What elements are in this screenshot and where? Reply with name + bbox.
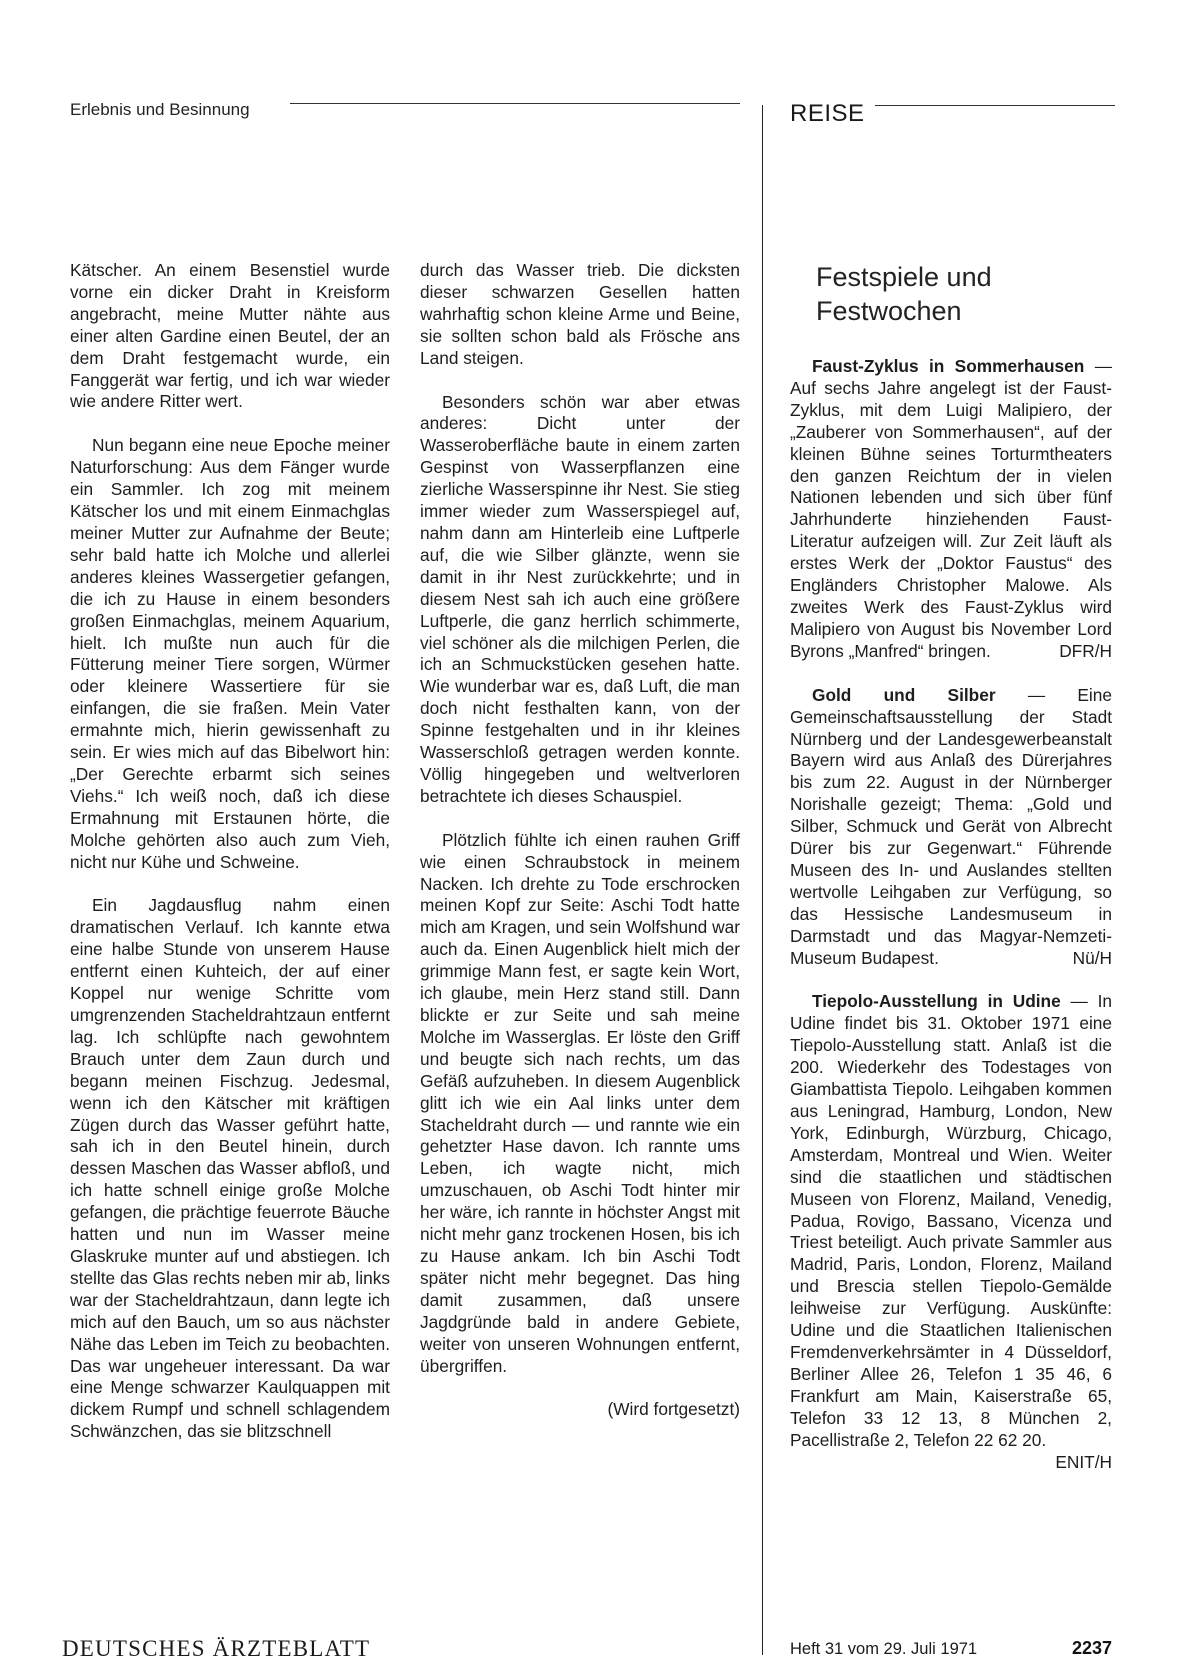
paragraph: Ein Jagdausflug nahm einen dramatischen Verlauf. Ich kannte etwa eine halbe Stunde von unserem Hause entfernt einen Kuhteich, der auf einer Koppel nur wenige Schritte vom umgrenzenden Stacheldrahtzaun entfernt lag. Ich schlüpfte nach gewohntem Brauch unter dem Zaun durch und begann meinen Fischzug. Jedesmal, wenn ich den Kätscher mit kräftigen Zügen durch das Wasser geführt hatte, sah ich in den Beutel hinein, durch dessen Maschen das Wasser abfloß, und ich hatte schnell einige große Molche gefangen, die prächtige feuerrote Bäuche hatten und nun im Wasser meine Glaskruke munter auf und abstiegen. Ich stellte das Glas rechts neben mir ab, links war der Stacheldrahtzaun, dann legte ich mich auf den Bauch, um so aus nächster Nähe das Leben im Teich zu beobachten. Das war ungeheuer interessant. Da war eine Menge schwarzer Kaulquappen mit dickem Rumpf und schnell schlagendem Schwänzchen, das sie blitzschnell — [70, 895, 390, 1442]
paragraph: Plötzlich fühlte ich einen rauhen Griff wie einen Schraubstock in meinem Nacken. Ich drehte zu Tode erschrocken meinen Kopf zur Seite: Aschi Todt hatte mich am Kragen, und sein Wolfshund war auch da. Einen Augenblick hielt mich der grimmige Mann fest, er sagte kein Wort, ich glaube, mein Herz stand still. Dann blickte er zur Seite und sah meine Molche im Wasserglas. Er löste den Griff und beugte sich nach rechts, um das Gefäß aufzuheben. In diesem Augenblick glitt ich wie ein Aal links unter dem Stacheldraht durch — und rannte wie ein gehetzter Hase davon. Ich rannte ums Leben, ich wagte nicht, mich umzuschauen, ob Aschi Todt hinter mir her wäre, ich rannte in höchster Angst mit nicht mehr ganz trockenen Hosen, bis ich zu Hause ankam. Ich bin Aschi Todt später nicht mehr begegnet. Das hing damit zusammen, daß unsere Jagdgründe bald in andere Gebiete, weiter von unseren Wohnungen entfernt, übergriffen. — [420, 829, 740, 1376]
news-item-text: — Auf sechs Jahre angelegt ist der Faust-Zyklus, mit dem Luigi Malipiero, der „Zauberer von Sommerhausen“, auf der kleinen Bühne seines Torturmtheaters den ganzen Reichtum der in vielen Nationen lebenden und sich über fünf Jahrhunderte hinziehenden Faust-Literatur aufzeigen will. Zur Zeit läuft als erstes Werk der „Doktor Faustus“ des Engländers Christopher Malowe. Als zweites Werk des Faust-Zyklus wird Malipiero von August bis November Lord Byrons „Manfred“ bringen. — [790, 356, 1112, 661]
page-number: 2237 — [1072, 1638, 1113, 1658]
news-item-text: — In Udine findet bis 31. Oktober 1971 eine Tiepolo-Ausstellung statt. Anlaß ist die 200. Wiederkehr des Todestages von Giambattista Tiepolo. Leihgaben kommen aus Leningrad, Hamburg, London, New York, Edinburgh, Würzburg, Chicago, Amsterdam, Montreal und Wien. Weiter sind die staatlichen und städtischen Museen von Florenz, Mailand, Venedig, Padua, Rovigo, Bassano, Vicenza und Triest beteiligt. Auch private Sammler aus Madrid, Paris, London, Florenz, Mailand und Brescia stellen Tiepolo-Gemälde leihweise zur Verfügung. Auskünfte: Udine und die Staatlichen Italienischen Fremdenverkehrsämter in 4 Düsseldorf, Berliner Allee 26, Telefon 1 35 46, 6 Frankfurt am Main, Kaiserstraße 65, Telefon 33 12 13, 8 München 2, Pacellistraße 2, Telefon 22 62 20. — [790, 991, 1112, 1450]
journal-name: DEUTSCHES ÄRZTEBLATT — [62, 1636, 371, 1661]
news-item-rubric: Tiepolo-Ausstellung in Udine — [812, 991, 1061, 1012]
continued-note: (Wird fortgesetzt) — [607, 1399, 740, 1420]
news-item-source: ENIT/H — [1055, 1451, 1112, 1472]
travel-column — [790, 260, 1112, 1474]
paragraph: durch das Wasser trieb. Die dicksten dieser schwarzen Gesellen hatten wahrhaftig schon kleine Arme und Beine, sie sollten schon bald als Frösche ans Land steigen. — [420, 260, 740, 368]
news-item-rubric: Faust-Zyklus in Sommerhausen — [812, 356, 1085, 376]
article-column-1 — [70, 260, 390, 1465]
travel-headline: Festspiele und Festwochen — [816, 262, 992, 326]
header-rule-right — [875, 105, 1115, 106]
paragraph: Besonders schön war aber etwas anderes: Dicht unter der Wasseroberfläche baute in einem zarten Gespinst von Wasserpflanzen eine zierliche Wasserspinne ihr Nest. Sie stieg immer wieder zum Wasserspiegel auf, nahm dann am Hinterleib eine Luftperle auf, die wie Silber glänzte, wenn sie damit in ihr Nest zurückkehrte; und in diesem Nest sah ich auch eine größere Luftperle, die ganz herrlich schimmerte, viel schöner als die milchigen Perlen, die ich an Schmuckstücken gesehen hatte. Wie wunderbar war es, daß Luft, die man doch nicht festhalten kann, von der Spinne festgehalten und in ihr kleines Wasserschloß getragen werden konnte. Völlig hingegeben und weltverloren betrachtete ich dieses Schauspiel. — [420, 391, 740, 806]
article-column-2 — [420, 260, 740, 1421]
news-item — [790, 991, 1112, 1472]
news-item-source: Nü/H — [1072, 947, 1112, 968]
header-rule-left — [290, 103, 740, 104]
section-title-right: REISE — [790, 100, 865, 127]
paragraph: Nun begann eine neue Epoche meiner Naturforschung: Aus dem Fänger wurde ein Sammler. Ich zog mit meinem Kätscher los und mit einem Einmachglas meiner Mutter zur Aufnahme der Beute; sehr bald hatte ich Molche und allerlei anderes kleines Wassergetier gefangen, die ich zu Hause in einem besonders großen Einmachglas, meinem Aquarium, hielt. Ich mußte nun auch für die Fütterung meiner Tiere sorgen, Würmer oder kleinere Wassertiere für sie einfangen, die sie fraßen. Mein Vater ermahnte mich, hierin gewissenhaft zu sein. Er wies mich auf das Bibelwort hin: „Der Gerechte erbarmt sich seines Viehs.“ Ich weiß noch, daß ich diese Ermahnung mit Erstaunen hörte, die Molche gehörten also auch zum Vieh, nicht nur Kühe und Schweine. — [70, 435, 390, 872]
news-item-source: DFR/H — [1059, 640, 1112, 661]
column-divider — [762, 105, 763, 1655]
issue-info: Heft 31 vom 29. Juli 1971 — [790, 1640, 978, 1658]
news-item — [790, 685, 1112, 970]
news-item-text: — Eine Gemeinschaftsausstellung der Stadt Nürnberg und der Landesgewerbeanstalt Bayern wird aus Anlaß des Dürerjahres bis zum 22. August in der Nürnberger Norishalle gezeigt; Thema: „Gold und Silber, Schmuck und Gerät von Albrecht Dürer bis zur Gegenwart.“ Führende Museen des In- und Auslandes stellten wertvolle Leihgaben zur Verfügung, so das Hessische Landesmuseum in Darmstadt und das Magyar-Nemzeti-Museum Budapest. — [790, 684, 1112, 968]
paragraph: Kätscher. An einem Besenstiel wurde vorne ein dicker Draht in Kreisform angebracht, meine Mutter nähte aus einer alten Gardine einen Beutel, der an dem Draht festgemacht wurde, ein Fanggerät war fertig, und ich war wieder wie andere Ritter wert. — [70, 260, 390, 412]
news-item — [790, 356, 1112, 663]
news-item-rubric: Gold und Silber — [812, 684, 996, 705]
section-title-left: Erlebnis und Besinnung — [70, 100, 250, 119]
